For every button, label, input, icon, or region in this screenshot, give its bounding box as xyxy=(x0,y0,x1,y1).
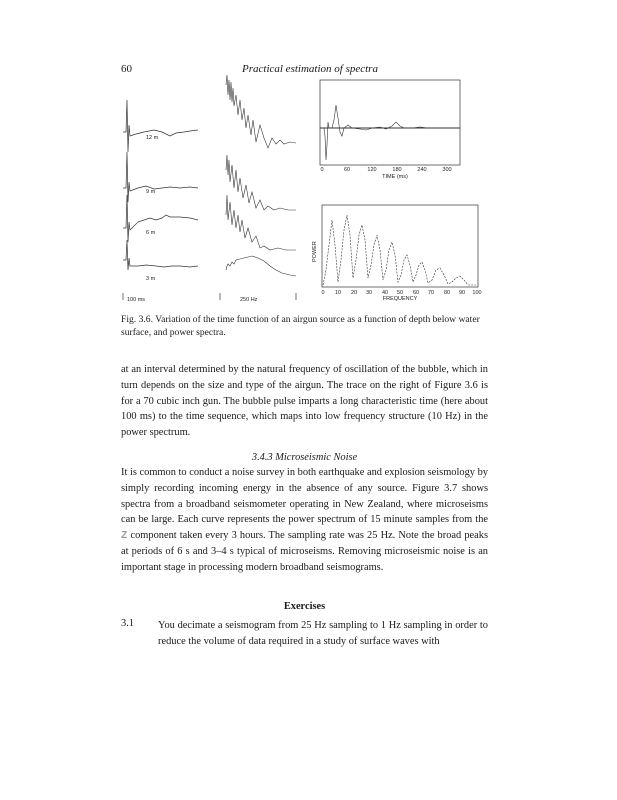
figure-caption: Fig. 3.6. Variation of the time function of an airgun source as a function of depth below water surface, and power spectra. xyxy=(121,314,480,338)
time-tick-0: 0 xyxy=(320,167,324,173)
depth-label-3m: 3 m xyxy=(146,276,156,282)
freq-tick-0: 0 xyxy=(321,290,325,296)
freq-tick-50: 50 xyxy=(396,290,404,296)
running-title: Practical estimation of spectra xyxy=(242,63,378,75)
spectrum-trace-9m xyxy=(226,155,296,210)
z-component-symbol: Z xyxy=(121,530,128,542)
middle-traces xyxy=(226,75,296,276)
seismic-trace-6m xyxy=(123,195,198,242)
freq-tick-70: 70 xyxy=(427,290,435,296)
depth-label-6m: 6 m xyxy=(146,230,156,236)
depth-label-9m: 9 m xyxy=(146,189,156,195)
freq-tick-30: 30 xyxy=(365,290,373,296)
airgun-figure xyxy=(110,70,490,305)
seismic-trace-12m xyxy=(123,100,198,152)
exercise-text: You decimate a seismogram from 25 Hz sampling to 1 Hz sampling in order to reduce the volume of data required in a study of surface waves with xyxy=(158,620,488,647)
time-tick-120: 120 xyxy=(367,167,377,173)
power-spectrum-plot xyxy=(312,205,482,302)
time-axis-label: TIME (ms) xyxy=(382,174,408,180)
scale-markers xyxy=(123,293,296,300)
frequency-axis-label: FREQUENCY xyxy=(382,296,418,302)
freq-tick-10: 10 xyxy=(334,290,342,296)
spectrum-trace-3m xyxy=(226,256,296,276)
paragraph-bubble: at an interval determined by the natural frequency of oscillation of the bubble, which in turn depends on the size and type of the airgun. The trace on the right of Figure 3.6 is for a 70 cubic inch gun. The bubble pulse imparts a long characteristic time (here about 100 ms) to the time sequence, which maps into low frequency structure (10 Hz) in the power spectrum. xyxy=(121,364,488,439)
paragraph-microseismic xyxy=(121,465,488,576)
paragraph-text-start: It is common to conduct a noise survey in both earthquake and explosion seismology by simply recording incoming energy in the absence of any source. Figure 3.7 shows spectra from a broadband seismometer operating in New Zealand, where microseisms can be large. Each curve represents the power spectrum of 15 minute samples from the xyxy=(121,467,488,526)
exercise-number: 3.1 xyxy=(121,618,134,629)
page-number: 60 xyxy=(121,63,132,75)
seismic-trace-9m xyxy=(123,152,198,202)
exercises-heading: Exercises xyxy=(283,601,326,612)
time-tick-300: 300 xyxy=(442,167,452,173)
section-heading: 3.4.3 Microseismic Noise xyxy=(251,452,358,463)
depth-label-12m: 12 m xyxy=(146,135,159,141)
freq-tick-60: 60 xyxy=(412,290,420,296)
freq-tick-90: 90 xyxy=(458,290,466,296)
time-scale-label: 100 ms xyxy=(127,297,146,303)
freq-tick-40: 40 xyxy=(381,290,389,296)
freq-tick-100: 100 xyxy=(472,290,482,296)
time-tick-180: 180 xyxy=(392,167,402,173)
time-function-plot xyxy=(320,80,460,180)
power-spectrum-curve xyxy=(323,215,476,285)
freq-tick-80: 80 xyxy=(443,290,451,296)
left-traces xyxy=(123,100,198,270)
frequency-scale-label: 250 Hz xyxy=(240,297,258,303)
power-axis-label: POWER xyxy=(312,241,318,262)
time-tick-60: 60 xyxy=(343,167,351,173)
paragraph-text-end: component taken every 3 hours. The sampling rate was 25 Hz. Note the broad peaks at periods of 6 s and 3–4 s typical of microseisms. Removing microseismic noise is an important stage in processing modern broadband seismograms. xyxy=(121,530,488,573)
freq-tick-20: 20 xyxy=(350,290,358,296)
spectrum-trace-12m xyxy=(226,75,296,148)
seismic-trace-3m xyxy=(123,240,198,270)
time-function-curve xyxy=(322,105,458,160)
time-tick-240: 240 xyxy=(417,167,427,173)
